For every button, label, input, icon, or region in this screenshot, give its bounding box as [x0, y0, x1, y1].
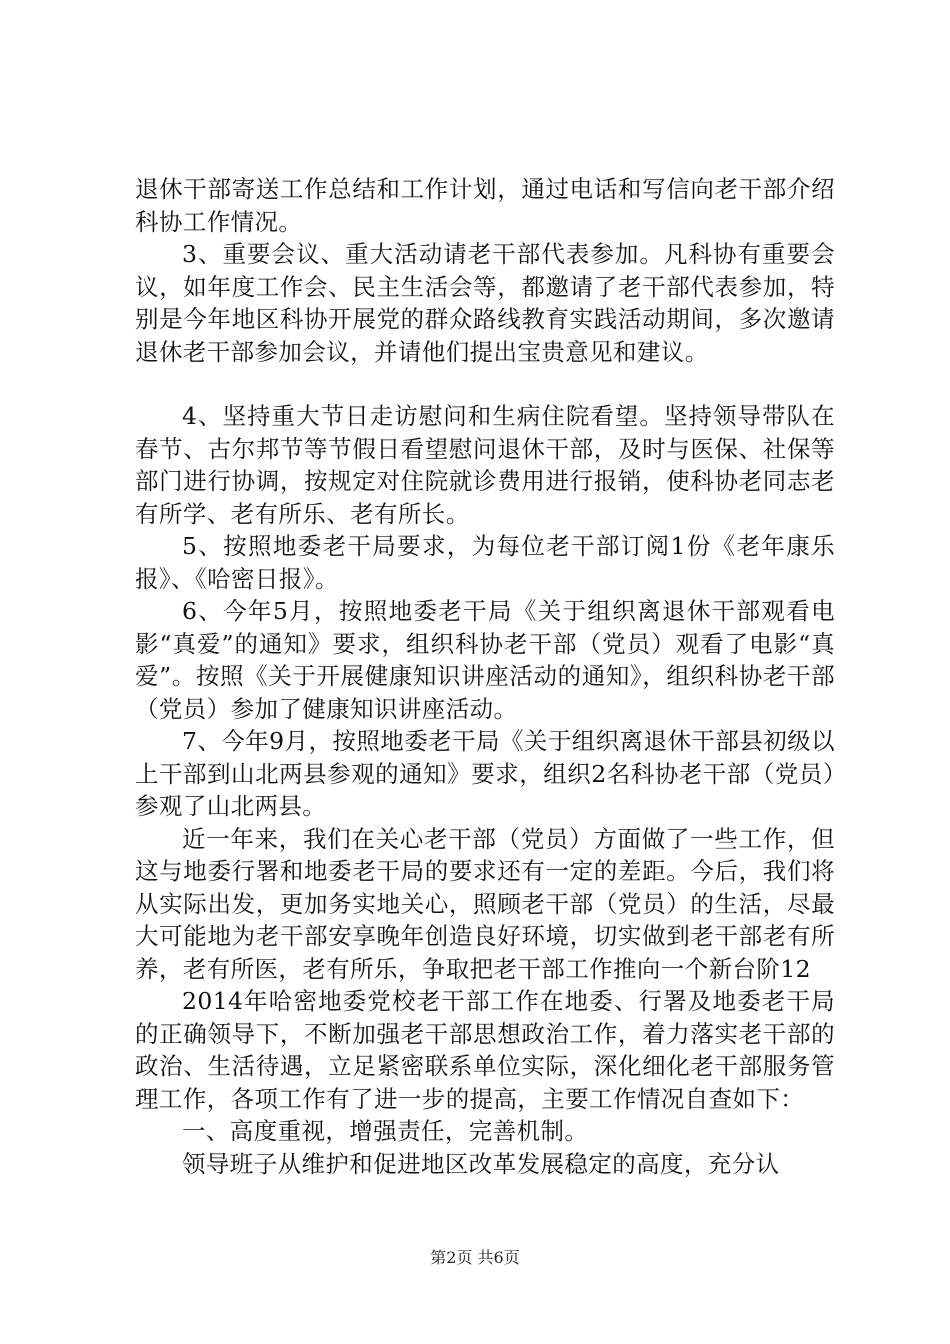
paragraph-item-7: 7、今年9月，按照地委老干局《关于组织离退休干部县初级以上干部到山北两县参观的通知》要求，组织2名科协老干部（党员）参观了山北两县。 [135, 727, 835, 820]
paragraph-leadership: 领导班子从维护和促进地区改革发展稳定的高度，充分认 [182, 1149, 780, 1178]
paragraph-item-3: 3、重要会议、重大活动请老干部代表参加。凡科协有重要会议，如年度工作会、民主生活会等，都邀请了老干部代表参加，特别是今年地区科协开展党的群众路线教育实践活动期间，多次邀请退休老干部参加会议，并请他们提出宝贵意见和建议。 [135, 240, 835, 366]
page-footer: 第2页 共6页 [430, 1248, 520, 1267]
paragraph-item-6: 6、今年5月，按照地委老干局《关于组织离退休干部观看电影“真爱”的通知》要求，组织科协老干部（党员）观看了电影“真爱”。按照《关于开展健康知识讲座活动的通知》，组织科协老干部（党员）参加了健康知识讲座活动。 [135, 597, 835, 723]
paragraph-continuation: 退休干部寄送工作总结和工作计划，通过电话和写信向老干部介绍科协工作情况。 [135, 175, 835, 236]
paragraph-item-5: 5、按照地委老干局要求，为每位老干部订阅1份《老年康乐报》、《哈密日报》。 [135, 532, 835, 593]
section-heading-1: 一、高度重视，增强责任，完善机制。 [182, 1117, 589, 1145]
paragraph-item-4: 4、坚持重大节日走访慰问和生病住院看望。坚持领导带队在春节、古尔邦节等节假日看望慰问退休干部，及时与医保、社保等部门进行协调，按规定对住院就诊费用进行报销，使科协老同志老有所学、老有所乐、老有所长。 [135, 402, 835, 528]
document-body [135, 173, 835, 1180]
paragraph-intro-2014: 2014年哈密地委党校老干部工作在地委、行署及地委老干局的正确领导下，不断加强老干部思想政治工作，着力落实老干部的政治、生活待遇，立足紧密联系单位实际，深化细化老干部服务管理工作，各项工作有了进一步的提高，主要工作情况自查如下： [135, 987, 835, 1113]
paragraph-summary: 近一年来，我们在关心老干部（党员）方面做了一些工作，但这与地委行署和地委老干局的要求还有一定的差距。今后，我们将从实际出发，更加务实地关心，照顾老干部（党员）的生活，尽最大可能地为老干部安享晚年创造良好环境，切实做到老干部老有所养，老有所医，老有所乐，争取把老干部工作推向一个新台阶12 [135, 824, 835, 983]
